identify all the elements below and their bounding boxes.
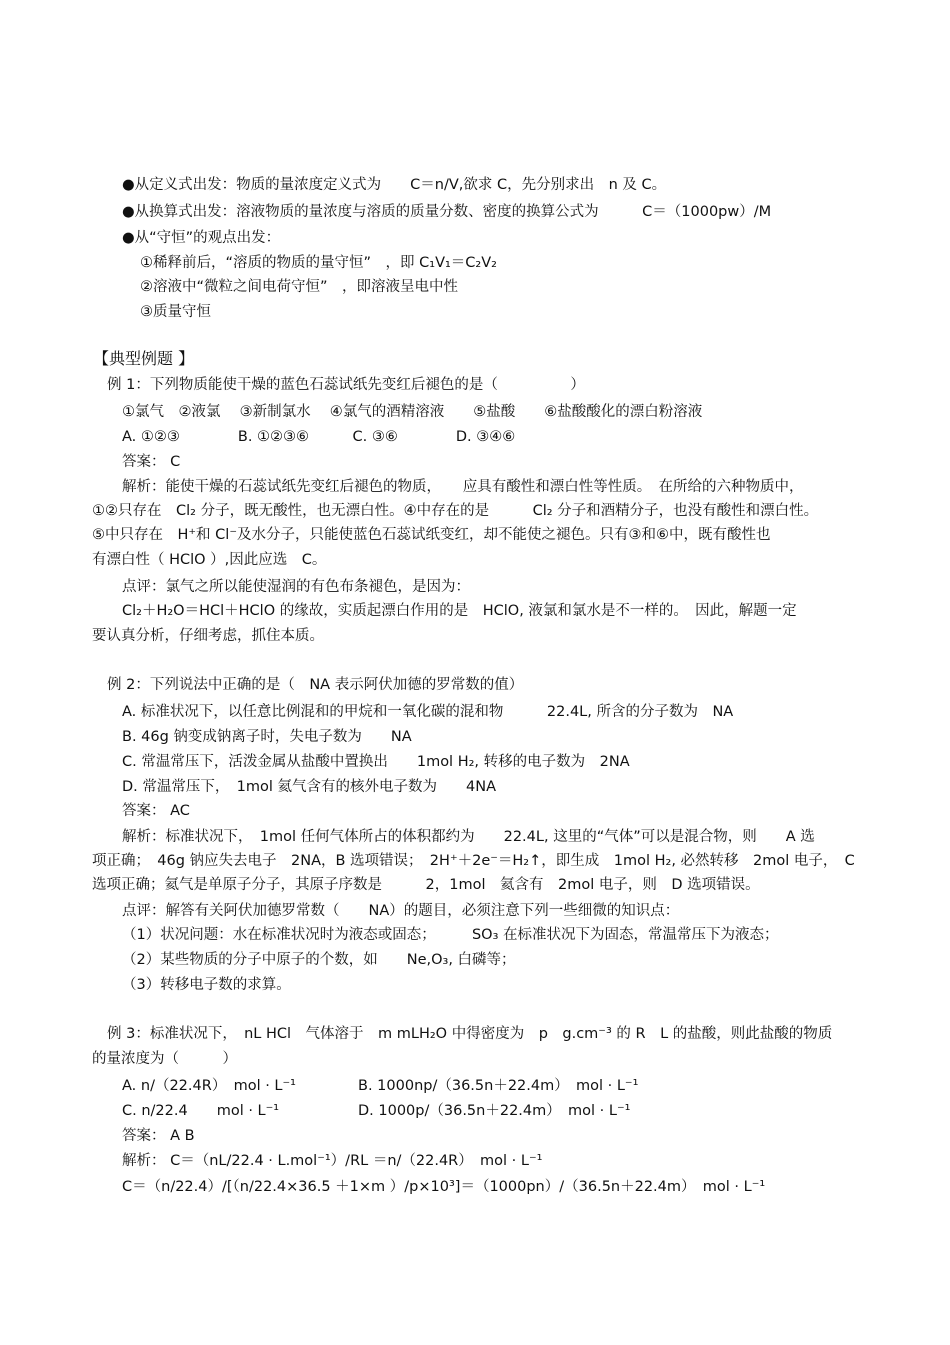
method-definition: ●从定义式出发：物质的量浓度定义式为 C＝n/V,欲求 C，先分别求出 n 及 C。 [122,177,667,193]
example2-comment-3: （3）转移电子数的求算。 [122,977,291,993]
example3-question-2: 的量浓度为（ ） [92,1051,237,1067]
method-conversion: ●从换算式出发：溶液物质的量浓度与溶质的质量分数、密度的换算公式为 C＝（1000pw）/M [122,204,772,220]
example3-option-a: A. n/（22.4R） mol · L⁻¹ [122,1078,296,1094]
example3-option-d: D. 1000p/（36.5n＋22.4m） mol · L⁻¹ [358,1103,631,1119]
example2-comment-intro: 点评：解答有关阿伏加德罗常数（ NA）的题目，必须注意下列一些细微的知识点： [122,903,680,919]
method-conservation: ●从“守恒”的观点出发： [122,230,281,246]
example2-comment-1: （1）状况问题：水在标准状况时为液态或固态； SO₃ 在标准状况下为固态，常温常压下为液态； [122,927,779,943]
example2-option-b: B. 46g 钠变成钠离子时，失电子数为 NA [122,729,412,745]
example3-option-b: B. 1000np/（36.5n＋22.4m） mol · L⁻¹ [358,1078,639,1094]
example1-items: ①氯气 ②液氯 ③新制氯水 ④氯气的酒精溶液 ⑤盐酸 ⑥盐酸酸化的漂白粉溶液 [122,404,703,420]
example3-question-1: 例 3：标准状况下， nL HCl 气体溶于 m mLH₂O 中得密度为 p g.cm⁻³ 的 R L 的盐酸，则此盐酸的物质 [107,1026,833,1042]
example2-analysis-2: 项正确； 46g 钠应失去电子 2NA，B 选项错误； 2H⁺＋2e⁻＝H₂↑，即生成 1mol H₂, 必然转移 2mol 电子， C [92,853,855,869]
example2-comment-2: （2）某些物质的分子中原子的个数，如 Ne,O₃, 白磷等； [122,952,516,968]
example2-analysis-3: 选项正确；氦气是单原子分子，其原子序数是 2，1mol 氦含有 2mol 电子，则 D 选项错误。 [92,877,760,893]
example2-question: 例 2：下列说法中正确的是（ NA 表示阿伏加德的罗常数的值） [107,677,524,693]
example1-comment-1: 点评：氯气之所以能使湿润的有色布条褪色，是因为： [122,579,470,595]
example1-options: A. ①②③ B. ①②③⑥ C. ③⑥ D. ③④⑥ [122,429,516,445]
example1-analysis-1: 解析：能使干燥的石蕊试纸先变红后褪色的物质， 应具有酸性和漂白性等性质。 在所给的六种物质中， [122,479,804,495]
conservation-dilution: ①稀释前后，“溶质的物质的量守恒” ，即 C₁V₁＝C₂V₂ [140,255,497,271]
example2-analysis-1: 解析：标准状况下， 1mol 任何气体所占的体积都约为 22.4L, 这里的“气体”可以是混合物，则 A 选 [122,829,815,845]
example3-option-c: C. n/22.4 mol · L⁻¹ [122,1103,280,1119]
example1-analysis-4: 有漂白性（ HClO ）,因此应选 C。 [92,552,327,568]
example3-answer: 答案： A B [122,1128,195,1144]
example2-option-d: D. 常温常压下， 1mol 氦气含有的核外电子数为 4NA [122,779,496,795]
conservation-mass: ③质量守恒 [140,304,211,320]
example3-analysis-1: 解析： C＝（nL/22.4 · L.mol⁻¹）/RL ＝n/（22.4R） mol · L⁻¹ [122,1153,543,1169]
section-title: 【典型例题 】 [93,349,195,368]
example1-comment-2: Cl₂＋H₂O＝HCl＋HClO 的缘故，实质起漂白作用的是 HClO, 液氯和氯水是不一样的。 因此，解题一定 [122,603,797,619]
conservation-charge: ②溶液中“微粒之间电荷守恒” ，即溶液呈电中性 [140,279,459,295]
example3-analysis-2: C＝（n/22.4）/[（n/22.4×36.5 ＋1×m ）/p×10³]＝（1000pn）/（36.5n＋22.4m） mol · L⁻¹ [122,1179,766,1195]
example1-comment-3: 要认真分析，仔细考虑，抓住本质。 [92,628,324,644]
example2-option-c: C. 常温常压下，活泼金属从盐酸中置换出 1mol H₂, 转移的电子数为 2NA [122,754,630,770]
example1-analysis-2: ①②只存在 Cl₂ 分子，既无酸性，也无漂白性。④中存在的是 Cl₂ 分子和酒精分子，也没有酸性和漂白性。 [92,503,819,519]
example1-question: 例 1：下列物质能使干燥的蓝色石蕊试纸先变红后褪色的是（ ） [107,377,585,393]
example1-answer: 答案： C [122,454,181,470]
example2-option-a: A. 标准状况下，以任意比例混和的甲烷和一氧化碳的混和物 22.4L, 所含的分子数为 NA [122,704,734,720]
example2-answer: 答案： AC [122,803,190,819]
example1-analysis-3: ⑤中只存在 H⁺和 Cl⁻及水分子，只能使蓝色石蕊试纸变红，却不能使之褪色。只有③和⑥中，既有酸性也 [92,527,771,543]
